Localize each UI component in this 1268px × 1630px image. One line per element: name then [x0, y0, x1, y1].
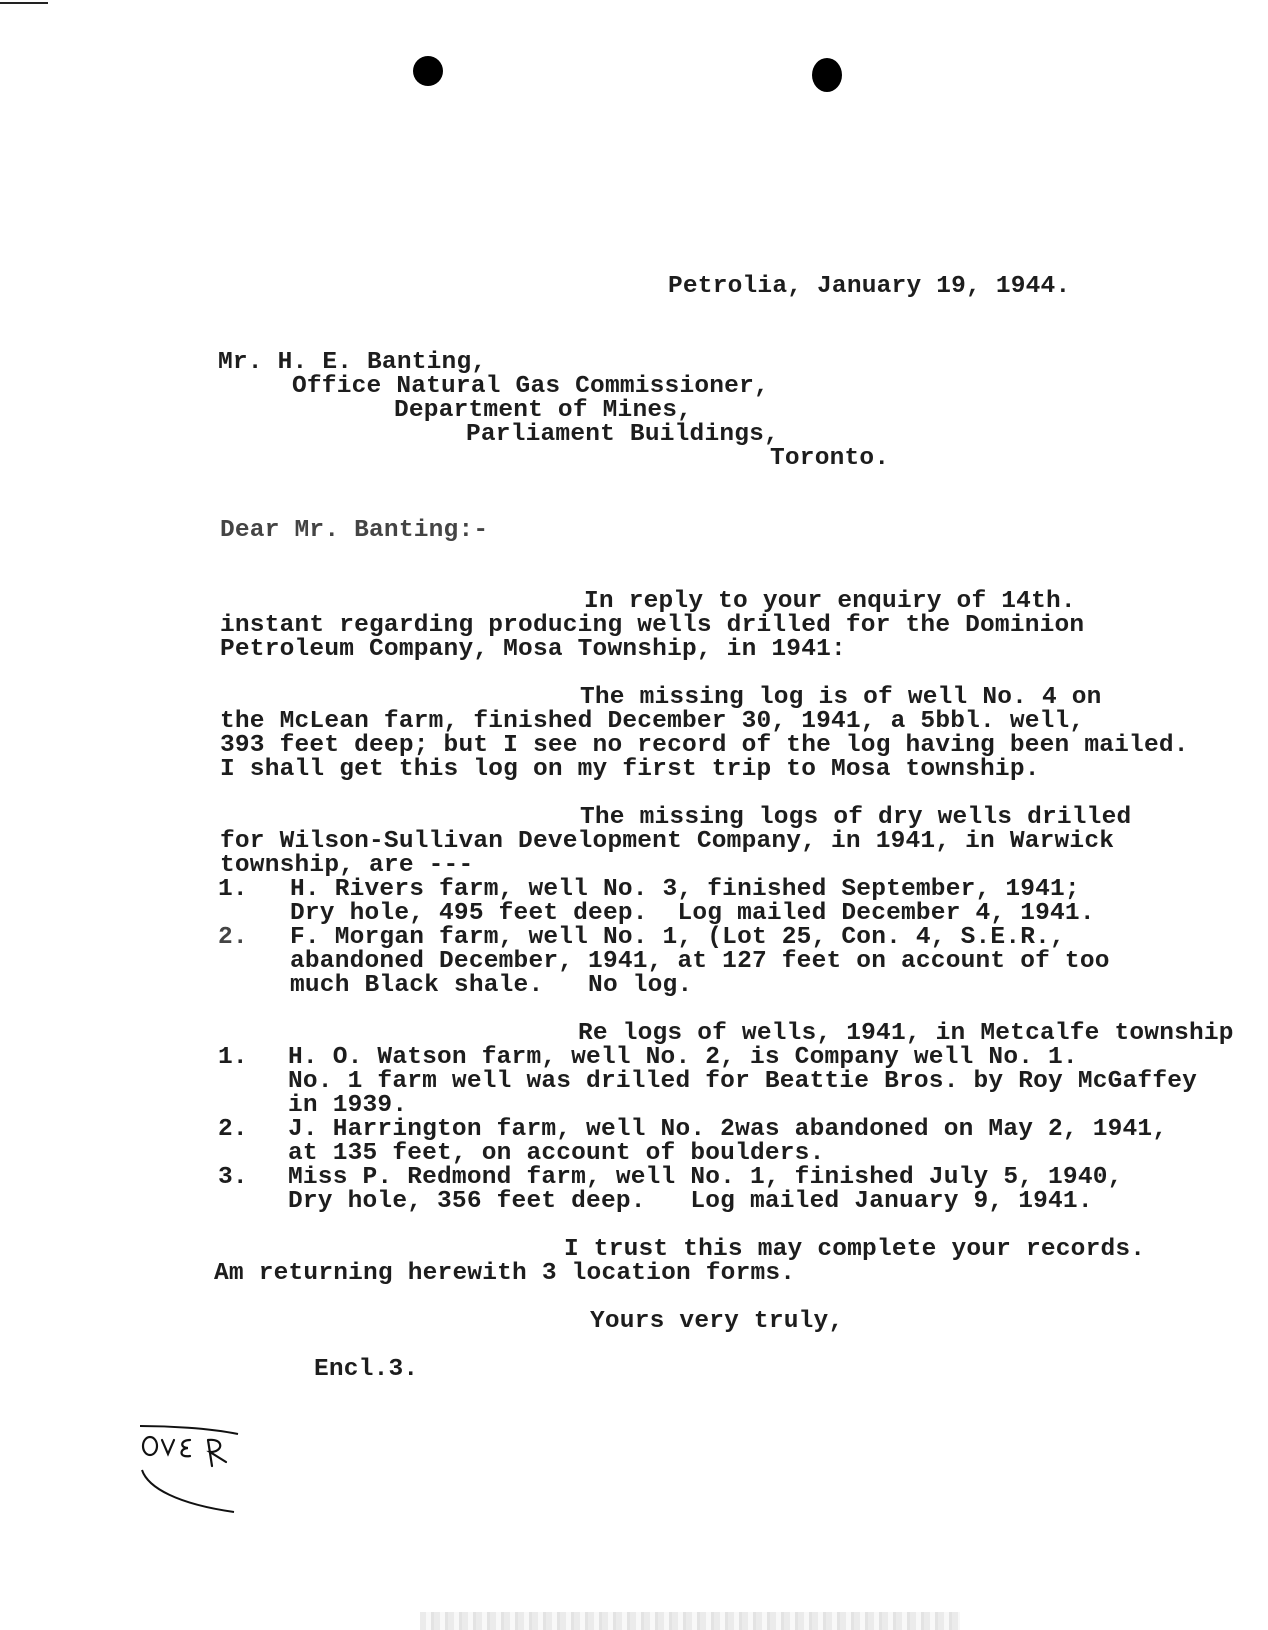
- list1-item2-number: 2.: [218, 924, 248, 951]
- list1-item1-line2: Dry hole, 495 feet deep. Log mailed December 4, 1941.: [290, 900, 1095, 927]
- recipient-building: Parliament Buildings,: [466, 421, 779, 448]
- para5-line2: Am returning herewith 3 location forms.: [214, 1260, 796, 1287]
- list1-item2-line2: abandoned December, 1941, at 127 feet on account of too: [290, 948, 1110, 975]
- para2-line2: the McLean farm, finished December 30, 1941, a 5bbl. well,: [220, 708, 1085, 735]
- list1-item1-number: 1.: [218, 876, 248, 903]
- para3-line1: The missing logs of dry wells drilled: [580, 804, 1132, 831]
- handwritten-over-note: [138, 1418, 258, 1518]
- letter-date: Petrolia, January 19, 1944.: [668, 273, 1071, 300]
- list2-item1-line2: No. 1 farm well was drilled for Beattie Bros. by Roy McGaffey: [288, 1068, 1198, 1095]
- list2-item1-number: 1.: [218, 1044, 248, 1071]
- list1-item2-line1: F. Morgan farm, well No. 1, (Lot 25, Con. 4, S.E.R.,: [290, 924, 1065, 951]
- enclosure-note: Encl.3.: [314, 1356, 419, 1383]
- list2-item3-line1: Miss P. Redmond farm, well No. 1, finished July 5, 1940,: [288, 1164, 1123, 1191]
- para1-line2: instant regarding producing wells drilled for the Dominion: [220, 612, 1085, 639]
- list2-item2-line1: J. Harrington farm, well No. 2was abandoned on May 2, 1941,: [288, 1116, 1168, 1143]
- para3-line2: for Wilson-Sullivan Development Company, in 1941, in Warwick: [220, 828, 1115, 855]
- recipient-office: Office Natural Gas Commissioner,: [292, 373, 769, 400]
- list1-item1-line1: H. Rivers farm, well No. 3, finished September, 1941;: [290, 876, 1080, 903]
- punch-hole-right: [812, 58, 842, 92]
- scan-artifact: [420, 1612, 960, 1630]
- para2-line3: 393 feet deep; but I see no record of the log having been mailed.: [220, 732, 1189, 759]
- list2-item1-line3: in 1939.: [288, 1092, 408, 1119]
- recipient-city: Toronto.: [770, 445, 890, 472]
- list2-item1-line1: H. O. Watson farm, well No. 2, is Company well No. 1.: [288, 1044, 1078, 1071]
- recipient-name: Mr. H. E. Banting,: [218, 349, 487, 376]
- para2-line1: The missing log is of well No. 4 on: [580, 684, 1102, 711]
- list2-item3-line2: Dry hole, 356 feet deep. Log mailed January 9, 1941.: [288, 1188, 1093, 1215]
- para1-line3: Petroleum Company, Mosa Township, in 1941:: [220, 636, 846, 663]
- para5-line1: I trust this may complete your records.: [564, 1236, 1146, 1263]
- list2-item2-number: 2.: [218, 1116, 248, 1143]
- recipient-department: Department of Mines,: [394, 397, 693, 424]
- list2-item2-line2: at 135 feet, on account of boulders.: [288, 1140, 825, 1167]
- closing: Yours very truly,: [590, 1308, 844, 1335]
- list1-item2-line3: much Black shale. No log.: [290, 972, 693, 999]
- punch-hole-left: [413, 56, 443, 86]
- para3-line3: township, are ---: [220, 852, 474, 879]
- list2-item3-number: 3.: [218, 1164, 248, 1191]
- para1-line1: In reply to your enquiry of 14th.: [584, 588, 1076, 615]
- top-edge-mark: [0, 2, 48, 4]
- para2-line4: I shall get this log on my first trip to Mosa township.: [220, 756, 1040, 783]
- salutation: Dear Mr. Banting:-: [220, 517, 489, 544]
- para4-line1: Re logs of wells, 1941, in Metcalfe township: [578, 1020, 1234, 1047]
